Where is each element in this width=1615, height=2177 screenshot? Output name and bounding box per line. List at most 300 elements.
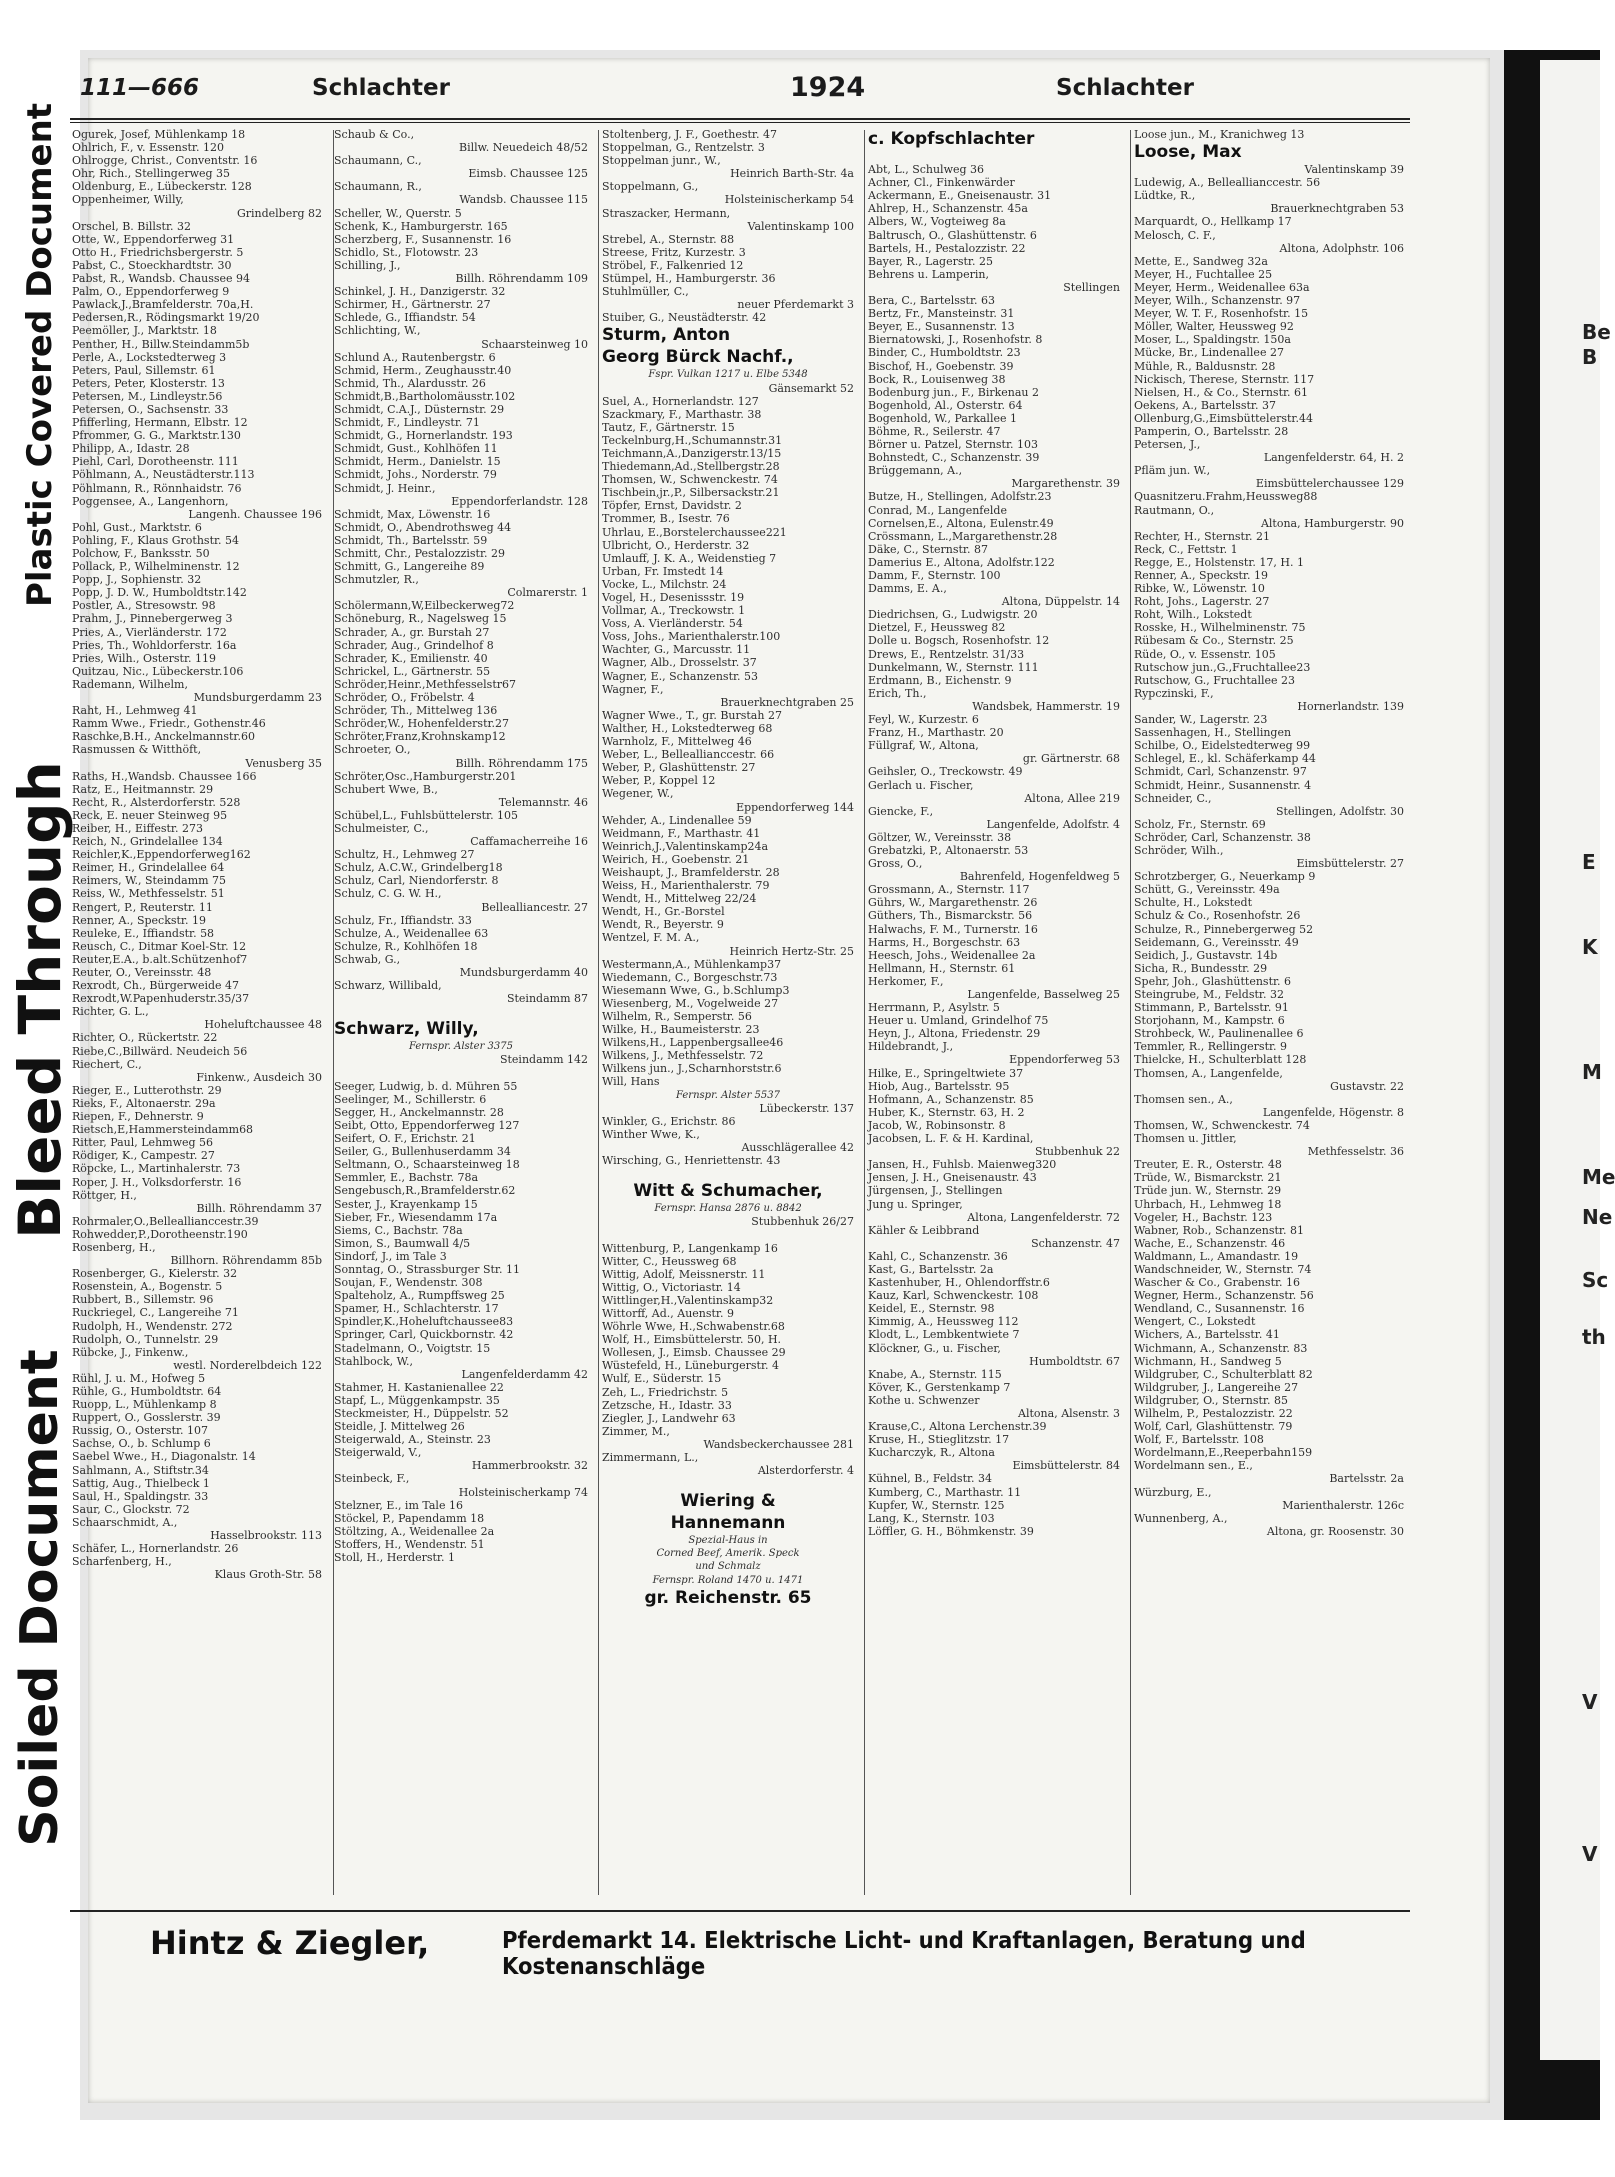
listing-entry: Wittorff, Ad., Auenstr. 9	[602, 1306, 734, 1320]
listing-entry: Bogenhold, W., Parkallee 1	[868, 411, 1017, 425]
listing-entry: Nickisch, Therese, Sternstr. 117	[1134, 372, 1315, 386]
listing-entry: Oppenheimer, Willy,	[72, 193, 184, 207]
listing-entry: Riepen, F., Dehnerstr. 9	[72, 1110, 204, 1124]
advertisement-line: Fernspr. Roland 1470 u. 1471	[652, 1574, 804, 1586]
listing-entry: Wirsching, G., Henriettenstr. 43	[602, 1154, 781, 1168]
listing-entry: Grossmann, A., Sternstr. 117	[868, 883, 1030, 897]
listing-entry: Rosenberger, G., Kielerstr. 32	[72, 1267, 238, 1281]
listing-entry: Franz, H., Marthastr. 20	[868, 726, 1004, 740]
listing-entry: Ulbricht, O., Herderstr. 32	[602, 538, 750, 552]
listing-entry: Börner u. Patzel, Sternstr. 103	[868, 438, 1039, 452]
listing-entry: Ziegler, J., Landwehr 63	[602, 1411, 736, 1425]
listing-entry: Schröder,W., Hohenfelderstr.27	[334, 717, 510, 731]
listing-entry: Trüde, W., Bismarckstr. 21	[1134, 1171, 1282, 1185]
listing-entry: Jansen, H., Fuhlsb. Maienweg320	[868, 1158, 1057, 1172]
entry-continuation: Mundsburgerdamm 40	[459, 966, 588, 979]
listing-entry: Jürgensen, J., Stellingen	[868, 1184, 1003, 1198]
listing-entry: Westermann,A., Mühlenkamp37	[602, 957, 782, 971]
entry-continuation: Brauerknechtgraben 25	[720, 695, 854, 709]
listing-entry: Rüde, O., v. Essenstr. 105	[1134, 647, 1276, 661]
listing-entry: Penther, H., Billw.Steindamm5b	[72, 337, 250, 351]
listing-entry: Wentzel, F. M. A.,	[602, 931, 700, 945]
listing-entry: Otto H., Friedrichsbergerstr. 5	[72, 245, 244, 259]
listing-entry: Stöltzing, A., Weidenallee 2a	[334, 1524, 495, 1538]
listing-entry: Wittlinger,H.,Valentinskamp32	[602, 1293, 774, 1307]
entry-continuation: Eimsbüttelerstr. 27	[1296, 857, 1404, 871]
listing-entry: Weber, L., Belleallianccestr. 66	[602, 748, 775, 762]
listing-entry: Rypczinski, F.,	[1134, 686, 1214, 700]
listing-entry: Moser, L., Spaldingstr. 150a	[1134, 333, 1291, 347]
listing-entry: Wiedemann, C., Borgeschstr.73	[602, 970, 778, 984]
entry-continuation: Brauerknechtgraben 53	[1270, 202, 1404, 216]
listing-entry: Schmidt, Carl, Schanzenstr. 97	[1134, 765, 1307, 779]
listing-entry: Pedersen,R., Rödingsmarkt 19/20	[72, 311, 260, 325]
listing-entry: Löffler, G. H., Böhmkenstr. 39	[868, 1524, 1034, 1538]
listing-entry: Jensen, J. H., Gneisenaustr. 43	[868, 1171, 1037, 1185]
listing-entry: Thomsen, W., Schwenckestr. 74	[1134, 1118, 1310, 1132]
listing-entry: Klodt, L., Lembkentwiete 7	[868, 1328, 1020, 1342]
spacer	[602, 1228, 854, 1241]
listing-entry: Steigerwald, A., Steinstr. 23	[334, 1433, 491, 1447]
listing-entry: Thomsen sen., A.,	[1134, 1092, 1233, 1106]
listing-entry: Göltzer, W., Vereinsstr. 38	[868, 830, 1012, 844]
listing-entry: Mette, E., Sandweg 32a	[1134, 254, 1268, 268]
entry-continuation: Eppendorferlandstr. 128	[451, 494, 588, 508]
listing-entry: Schäfer, L., Hornerlandstr. 26	[72, 1542, 239, 1556]
listing-entry: Schröter,Osc.,Hamburgerstr.201	[334, 769, 517, 783]
listing-entry: Wittig, O., Victoriastr. 14	[602, 1280, 741, 1294]
listing-entry: Röttger, H.,	[72, 1188, 137, 1202]
entry-continuation: Telemannstr. 46	[498, 795, 588, 809]
listing-entry: Stuiber, G., Neustädterstr. 42	[602, 311, 767, 325]
listing-entry: Spehr, Joh., Glashüttenstr. 6	[1134, 974, 1292, 988]
listing-entry: Pohling, F., Klaus Grothstr. 54	[72, 533, 240, 547]
entry-continuation: Holsteinischerkamp 74	[458, 1485, 588, 1499]
listing-entry: Schröter,Franz,Krohnskamp12	[334, 730, 506, 744]
listing-entry: Sahlmann, A., Stiftstr.34	[72, 1463, 209, 1477]
listing-entry: Kruse, H., Stieglitzstr. 17	[868, 1433, 1010, 1447]
listing-entry: Wichmann, A., Schanzenstr. 83	[1134, 1341, 1308, 1355]
listing-entry: Sindorf, J., im Tale 3	[334, 1249, 447, 1263]
listing-entry: Philipp, A., Idastr. 28	[72, 442, 190, 456]
listing-entry: Schulze, A., Weidenallee 63	[334, 926, 489, 940]
listing-entry: Quasnitzeru.Frahm,Heussweg88	[1134, 490, 1318, 504]
listing-entry: Wulf, E., Süderstr. 15	[602, 1372, 722, 1386]
entry-continuation: Stubbenhuk 22	[1034, 1145, 1120, 1159]
listing-entry: Sicha, R., Bundesstr. 29	[1134, 961, 1268, 975]
listing-entry: Raschke,B.H., Anckelmannstr.60	[72, 730, 255, 744]
listing-entry: Möller, Walter, Heussweg 92	[1134, 320, 1294, 334]
listing-entry: Stoltenberg, J. F., Goethestr. 47	[602, 128, 777, 141]
entry-continuation: Eimsbüttelerstr. 84	[1012, 1459, 1120, 1473]
listing-entry: Pfläm jun. W.,	[1134, 464, 1211, 478]
entry-continuation: Altona, Düppelstr. 14	[1001, 595, 1120, 609]
listing-entry: Palm, O., Eppendorferweg 9	[72, 285, 230, 299]
entry-continuation: Hammerbrookstr. 32	[471, 1459, 588, 1473]
adjacent-page-fragment: th	[1582, 1325, 1606, 1349]
entry-continuation: Altona, gr. Roosenstr. 30	[1266, 1524, 1404, 1538]
listing-entry: Gührs, W., Margarethenstr. 26	[868, 896, 1038, 910]
listing-entry: Jacobsen, L. F. & H. Kardinal,	[868, 1132, 1034, 1146]
listing-entry: Bohnstedt, C., Schanzenstr. 39	[868, 451, 1040, 465]
listing-column-3	[602, 128, 854, 1898]
listing-entry: Ramm Wwe., Friedr., Gothenstr.46	[72, 717, 266, 731]
listing-entry: Rautmann, O.,	[1134, 503, 1215, 517]
entry-continuation: Humboldtstr. 67	[1029, 1354, 1120, 1368]
listing-entry: Rudolph, H., Wendenstr. 272	[72, 1319, 233, 1333]
advertisement-line: und Schmalz	[695, 1561, 761, 1573]
listing-entry: Strebel, A., Sternstr. 88	[602, 232, 735, 246]
listing-entry: Wüstefeld, H., Lüneburgerstr. 4	[602, 1359, 780, 1373]
listing-entry: Wolf, H., Eimsbüttelerstr. 50, H.	[602, 1333, 782, 1347]
listing-entry: Schaarschmidt, A.,	[72, 1515, 178, 1529]
listing-entry: Wegner, Herm., Schanzenstr. 56	[1134, 1289, 1314, 1303]
listing-entry: Wordelmann,E.,Reeperbahn159	[1134, 1446, 1313, 1460]
listing-entry: Röpcke, L., Martinhalerstr. 73	[72, 1162, 241, 1176]
listing-entry: Kast, G., Bartelsstr. 2a	[868, 1262, 994, 1276]
listing-entry: Stoffers, H., Wendenstr. 51	[334, 1537, 485, 1551]
entry-continuation: Klaus Groth-Str. 58	[214, 1568, 322, 1582]
listing-entry: Wunnenberg, A.,	[1134, 1511, 1228, 1525]
listing-entry: Uhrbach, H., Lehmweg 18	[1134, 1197, 1282, 1211]
listing-entry: Bertz, Fr., Mansteinstr. 31	[868, 307, 1015, 321]
listing-entry: Witter, C., Heussweg 68	[602, 1254, 737, 1268]
listing-entry: Schröder, Wilh.,	[1134, 843, 1224, 857]
listing-entry: Schröder,Heinr.,Methfesselstr67	[334, 677, 517, 691]
entry-continuation: Altona, Langenfelderstr. 72	[967, 1210, 1120, 1224]
listing-entry: Klöckner, G., u. Fischer,	[868, 1341, 1001, 1355]
entry-continuation: Altona, Alsenstr. 3	[1018, 1407, 1120, 1420]
listing-entry: Schrader, K., Emilienstr. 40	[334, 651, 488, 665]
listing-entry: Oekens, A., Bartelsstr. 37	[1134, 398, 1276, 412]
adjacent-page-fragment: K	[1582, 935, 1598, 959]
listing-entry: Steckmeister, H., Düppelstr. 52	[334, 1407, 509, 1420]
listing-entry: Schirmer, H., Gärtnerstr. 27	[334, 298, 491, 312]
listing-entry: Wordelmann sen., E.,	[1134, 1459, 1253, 1473]
entry-continuation: Altona, Adolphstr. 106	[1279, 241, 1404, 255]
listing-entry: Schrader, Aug., Grindelhof 8	[334, 638, 494, 652]
entry-continuation: Schaarsteinweg 10	[481, 337, 588, 351]
listing-entry: Rexrodt, Ch., Bürgerweide 47	[72, 979, 240, 993]
listing-entry: Ahlrep, H., Schanzenstr. 45a	[868, 202, 1028, 216]
listing-entry: Tischbein,jr.,P., Silbersackstr.21	[602, 486, 780, 500]
listing-entry: Ratz, E., Heitmannstr. 29	[72, 782, 214, 796]
listing-entry: Sonntag, O., Strassburger Str. 11	[334, 1262, 520, 1276]
entry-continuation: Langenh. Chaussee 196	[188, 507, 322, 521]
listing-entry: Weishaupt, J., Bramfelderstr. 28	[602, 865, 780, 879]
listing-entry: Meyer, H., Fuchtallee 25	[1134, 267, 1273, 281]
adjacent-page-fragment: Be	[1582, 320, 1611, 344]
listing-entry: Köver, K., Gerstenkamp 7	[868, 1380, 1011, 1394]
listing-entry: Wagner, F.,	[602, 682, 664, 696]
entry-continuation: Caffamacherreihe 16	[470, 835, 588, 849]
listing-entry: Würzburg, E.,	[1134, 1485, 1212, 1499]
listing-entry: Regge, E., Holstenstr. 17, H. 1	[1134, 555, 1304, 569]
listing-entry: Beyer, E., Susannenstr. 13	[868, 320, 1015, 334]
listing-entry: Meyer, Herm., Weidenallee 63a	[1134, 280, 1310, 294]
listing-entry: Rühle, G., Humboldtstr. 64	[72, 1385, 222, 1398]
listing-entry: Heyn, J., Altona, Friedenstr. 29	[868, 1027, 1041, 1041]
entry-continuation: Eppendorferweg 144	[736, 800, 854, 814]
listing-entry: Bodenburg jun., F., Birkenau 2	[868, 385, 1039, 399]
listing-entry: Stapf, L., Müggenkampstr. 35	[334, 1393, 500, 1407]
entry-continuation: Eimsbüttelerchaussee 129	[1255, 477, 1404, 491]
listing-entry: Gerlach u. Fischer,	[868, 778, 974, 792]
listing-entry: Rutschow jun.,G.,Fruchtallee23	[1134, 660, 1311, 674]
listing-entry: Quitzau, Nic., Lübeckerstr.106	[72, 664, 244, 678]
listing-entry: Reuter, O., Vereinsstr. 48	[72, 966, 212, 979]
listing-entry: Teckelnburg,H.,Schumannstr.31	[602, 433, 783, 447]
listing-entry: Wandschneider, W., Sternstr. 74	[1134, 1262, 1312, 1276]
listing-entry: Seifert, O. F., Erichstr. 21	[334, 1132, 476, 1146]
listing-entry: Springer, Carl, Quickbornstr. 42	[334, 1328, 514, 1342]
listing-entry: Kahl, C., Schanzenstr. 36	[868, 1249, 1008, 1263]
listing-entry: Rutschow, G., Fruchtallee 23	[1134, 673, 1296, 687]
listing-entry: Riebe,C.,Billwärd. Neudeich 56	[72, 1044, 248, 1058]
listing-entry: Schmidt, O., Abendrothsweg 44	[334, 520, 512, 534]
listing-entry: Scheller, W., Querstr. 5	[334, 206, 462, 220]
listing-entry: Stöckel, P., Papendamm 18	[334, 1511, 485, 1525]
listing-columns	[72, 128, 1406, 1898]
listing-entry: Ohlrich, F., v. Essenstr. 120	[72, 141, 224, 155]
listing-entry: Pabst, R., Wandsb. Chaussee 94	[72, 272, 250, 286]
listing-entry: Huber, K., Sternstr. 63, H. 2	[868, 1105, 1025, 1119]
listing-entry: Wichmann, H., Sandweg 5	[1134, 1354, 1282, 1368]
entry-continuation: Finkenw., Ausdeich 30	[196, 1070, 322, 1084]
adjacent-page-fragment: Sc	[1582, 1268, 1609, 1292]
entry-continuation: Langenfelderstr. 64, H. 2	[1263, 451, 1404, 465]
listing-entry: Erdmann, B., Eichenstr. 9	[868, 673, 1012, 687]
listing-entry: Schulz & Co., Rosenhofstr. 26	[1134, 909, 1301, 923]
listing-entry: Stahmer, H. Kastanienallee 22	[334, 1380, 504, 1394]
listing-entry: Halwachs, F. M., Turnerstr. 16	[868, 922, 1038, 936]
listing-entry: Schenk, K., Hamburgerstr. 165	[334, 219, 508, 233]
listing-entry: Wengert, C., Lokstedt	[1134, 1315, 1256, 1329]
entry-continuation: Margarethenstr. 39	[1011, 477, 1120, 491]
listing-heading: Loose, Max	[1134, 142, 1242, 163]
listing-entry: Warnholz, F., Mittelweg 46	[602, 735, 752, 749]
entry-continuation: Alsterdorferstr. 4	[757, 1464, 854, 1478]
listing-entry: Peters, Peter, Klosterstr. 13	[72, 376, 225, 390]
listing-entry: Schmid, Herm., Zeughausstr.40	[334, 363, 512, 377]
listing-entry: Diedrichsen, G., Ludwigstr. 20	[868, 608, 1038, 622]
listing-entry: Suel, A., Hornerlandstr. 127	[602, 394, 759, 408]
entry-continuation: Valentinskamp 100	[747, 219, 854, 233]
listing-entry: Schulze, R., Kohlhöfen 18	[334, 939, 478, 953]
listing-entry: Weber, P., Glashüttenstr. 27	[602, 761, 756, 775]
listing-entry: Wachter, G., Marcusstr. 11	[602, 643, 751, 657]
listing-entry: Bogenhold, Al., Osterstr. 64	[868, 398, 1023, 412]
spacer	[602, 1477, 854, 1490]
spacer	[334, 1067, 588, 1080]
listing-entry: Polchow, F., Banksstr. 50	[72, 547, 210, 560]
label-bleed-through: Bleed Through	[6, 761, 74, 1239]
listing-entry: Popp, J., Sophienstr. 32	[72, 573, 202, 587]
entry-continuation: Langenfelderdamm 42	[461, 1367, 588, 1381]
entry-continuation: Billh. Röhrendamm 175	[455, 756, 588, 770]
listing-entry: Reuleke, E., Iffiandstr. 58	[72, 926, 215, 940]
listing-entry: Conrad, M., Langenfelde	[868, 503, 1007, 517]
listing-entry: Ströbel, F., Falkenried 12	[602, 258, 744, 272]
listing-entry: Pries, Th., Wohldorferstr. 16a	[72, 638, 237, 652]
listing-entry: Kühnel, B., Feldstr. 34	[868, 1472, 993, 1486]
listing-entry: Rödiger, K., Campestr. 27	[72, 1149, 215, 1163]
entry-continuation: Bartelsstr. 2a	[1329, 1472, 1404, 1486]
listing-entry: Pabst, C., Stoeckhardtstr. 30	[72, 258, 232, 272]
listing-entry: Giencke, F.,	[868, 804, 934, 818]
entry-continuation: Altona, Hamburgerstr. 90	[1260, 516, 1404, 530]
label-plastic-covered: Plastic Covered Document	[20, 102, 60, 608]
listing-entry: Poggensee, A., Langenhorn,	[72, 494, 229, 508]
listing-entry: Schmidt, Th., Bartelsstr. 59	[334, 533, 488, 547]
entry-continuation: Bahrenfeld, Hogenfeldweg 5	[959, 870, 1120, 884]
listing-entry: Szackmary, F., Marthastr. 38	[602, 407, 762, 421]
listing-entry: Melosch, C. F.,	[1134, 228, 1216, 242]
listing-heading: Wiering &	[680, 1491, 776, 1512]
entry-continuation: Billw. Neuedeich 48/52	[459, 141, 588, 155]
listing-entry: Schilbe, O., Eidelstedterweg 99	[1134, 739, 1311, 753]
listing-entry: Ruppert, O., Gosslerstr. 39	[72, 1411, 221, 1425]
listing-entry: Stadelmann, O., Voigtstr. 15	[334, 1341, 491, 1355]
listing-entry: Schilling, J.,	[334, 258, 401, 272]
listing-entry: Krause,C., Altona Lerchenstr.39	[868, 1420, 1047, 1434]
listing-entry: Stoppelman junr., W.,	[602, 154, 721, 168]
adjacent-page-fragment: M	[1582, 1060, 1602, 1084]
listing-entry: Ritter, Paul, Lehmweg 56	[72, 1136, 214, 1150]
listing-entry: Saul, H., Spaldingstr. 33	[72, 1489, 209, 1503]
listing-entry: Schwab, G.,	[334, 952, 401, 966]
listing-entry: Schmitt, Chr., Pestalozzistr. 29	[334, 547, 505, 560]
listing-entry: Rubbert, B., Sillemstr. 96	[72, 1293, 214, 1307]
listing-entry: Herkomer, F.,	[868, 974, 944, 988]
listing-entry: Biernatowski, J., Rosenhofstr. 8	[868, 333, 1043, 347]
listing-entry: Rechter, H., Sternstr. 21	[1134, 529, 1271, 543]
listing-entry: Straszacker, Hermann,	[602, 206, 731, 220]
listing-entry: Stoll, H., Herderstr. 1	[334, 1551, 455, 1565]
listing-entry: Semmler, E., Bachstr. 78a	[334, 1171, 479, 1185]
listing-entry: Achner, Cl., Finkenwärder	[868, 176, 1015, 190]
listing-entry: Wagner Wwe., T., gr. Burstah 27	[602, 708, 782, 722]
listing-entry: Kucharczyk, R., Altona	[868, 1446, 995, 1460]
listing-entry: Pöhlmann, A., Neustädterstr.113	[72, 468, 255, 482]
listing-entry: Schlund A., Rautenbergstr. 6	[334, 350, 496, 364]
listing-entry: Binder, C., Humboldtstr. 23	[868, 346, 1021, 360]
listing-entry: Rieger, E., Lutterothstr. 29	[72, 1083, 222, 1097]
listing-entry: Reiber, H., Eiffestr. 273	[72, 821, 203, 835]
listing-entry: Wabner, Rob., Schanzenstr. 81	[1134, 1223, 1304, 1237]
entry-continuation: Stubbenhuk 26/27	[751, 1215, 854, 1229]
listing-entry: Schrickel, L., Gärtnerstr. 55	[334, 664, 491, 678]
listing-entry: Wagner, Alb., Drosselstr. 37	[602, 656, 757, 670]
listing-entry: Rietsch,E,Hammersteindamm68	[72, 1123, 254, 1137]
listing-entry: Ruckriegel, C., Langereihe 71	[72, 1306, 239, 1320]
listing-entry: Geihsler, O., Treckowstr. 49	[868, 765, 1023, 779]
listing-entry: Bartels, H., Pestalozzistr. 22	[868, 241, 1026, 255]
listing-entry: Strohbeck, W., Paulinenallee 6	[1134, 1027, 1304, 1041]
listing-entry: Schlegel, E., kl. Schäferkamp 44	[1134, 752, 1316, 766]
listing-entry: Petersen, J.,	[1134, 438, 1201, 452]
listing-entry: Kastenhuber, H., Ohlendorffstr.6	[868, 1276, 1050, 1290]
listing-entry: Weirich, H., Goebenstr. 21	[602, 852, 750, 866]
listing-entry: Rosske, H., Wilhelminenstr. 75	[1134, 621, 1306, 635]
listing-entry: Wilkens, J., Methfesselstr. 72	[602, 1049, 764, 1063]
listing-entry: Sieber, Fr., Wiesendamm 17a	[334, 1210, 498, 1224]
listing-entry: Spamer, H., Schlachterstr. 17	[334, 1302, 499, 1316]
listing-entry: Ludewig, A., Belleallianccestr. 56	[1134, 176, 1321, 190]
entry-continuation: Grindelberg 82	[236, 206, 322, 220]
listing-entry: Hildebrandt, J.,	[868, 1040, 954, 1054]
header-left-title: Schlachter	[312, 75, 450, 101]
listing-entry: Albers, W., Vogteiweg 8a	[868, 215, 1006, 229]
listing-entry: Bayer, R., Lagerstr. 25	[868, 254, 993, 268]
listing-entry: Schmidt, Gust., Kohlhöfen 11	[334, 442, 498, 456]
listing-entry: Schröder, O., Fröbelstr. 4	[334, 691, 475, 705]
listing-entry: Mücke, Br., Lindenallee 27	[1134, 346, 1284, 360]
listing-entry: Pollack, P., Wilhelminenstr. 12	[72, 560, 240, 574]
listing-entry: Otte, W., Eppendorferweg 31	[72, 232, 235, 246]
listing-entry: Nielsen, H., & Co., Sternstr. 61	[1134, 385, 1309, 399]
listing-entry: Trüde jun. W., Sternstr. 29	[1134, 1184, 1282, 1198]
listing-entry: Reck, C., Fettstr. 1	[1134, 542, 1238, 556]
listing-entry: Prahm, J., Pinnebergerweg 3	[72, 612, 233, 626]
listing-entry: Schneider, C.,	[1134, 791, 1212, 805]
listing-entry: Schulze, R., Pinnebergerweg 52	[1134, 922, 1314, 936]
listing-entry: Urban, Fr. Imstedt 14	[602, 564, 724, 578]
listing-entry: Seibt, Otto, Eppendorferweg 127	[334, 1118, 520, 1132]
listing-entry: Rohrmaler,O.,Belleallianccestr.39	[72, 1214, 259, 1228]
listing-entry: Streese, Fritz, Kurzestr. 3	[602, 245, 746, 259]
listing-entry: Behrens u. Lamperin,	[868, 267, 989, 281]
spacer	[602, 1167, 854, 1180]
entry-continuation: Heinrich Barth-Str. 4a	[730, 167, 854, 181]
adjacent-page-fragment: V	[1582, 1842, 1598, 1866]
listing-entry: Simon, S., Baumwall 4/5	[334, 1236, 471, 1250]
listing-entry: Steidle, J. Mittelweg 26	[334, 1420, 465, 1434]
listing-entry: Pries, A., Vierländerstr. 172	[72, 625, 227, 639]
listing-entry: Schmidt, G., Hornerlandstr. 193	[334, 429, 513, 443]
listing-entry: Wolf, F., Bartelsstr. 108	[1134, 1433, 1264, 1447]
advertisement-line: Fernspr. Alster 3375	[409, 1041, 513, 1053]
listing-entry: Sengebusch,R.,Bramfelderstr.62	[334, 1184, 516, 1198]
listing-entry: Ruopp, L., Mühlenkamp 8	[72, 1398, 217, 1412]
listing-entry: Schulz, Fr., Iffiandstr. 33	[334, 913, 472, 927]
listing-entry: Uhrlau, E.,Borstelerchaussee221	[602, 525, 787, 539]
listing-entry: Saur, C., Glockstr. 72	[72, 1502, 190, 1516]
listing-entry: Schmidt, Johs., Norderstr. 79	[334, 468, 497, 482]
listing-entry: Ohlrogge, Christ., Conventstr. 16	[72, 154, 258, 168]
listing-heading: Georg Bürck Nachf.,	[602, 347, 794, 368]
listing-entry: Knabe, A., Sternstr. 115	[868, 1367, 1002, 1381]
listing-entry: Schroeter, O.,	[334, 743, 411, 757]
entry-continuation: Eppendorferweg 53	[1009, 1053, 1120, 1067]
listing-entry: Rieks, F., Altonaerstr. 29a	[72, 1096, 216, 1110]
listing-entry: Peemöller, J., Marktstr. 18	[72, 324, 217, 338]
listing-entry: Ohr, Rich., Stellingerweg 35	[72, 167, 231, 181]
listing-entry: Wöhrle Wwe, H.,Schwabenstr.68	[602, 1320, 785, 1334]
listing-entry: Steingrube, M., Feldstr. 32	[1134, 988, 1284, 1001]
listing-entry: Wendt, R., Beyerstr. 9	[602, 918, 724, 932]
listing-entry: Reuter,E.A., b.alt.Schützenhof7	[72, 952, 248, 966]
listing-entry: Wilke, H., Baumeisterstr. 23	[602, 1023, 760, 1037]
listing-entry: Piehl, Carl, Dorotheenstr. 111	[72, 455, 239, 469]
listing-entry: Siems, C., Bachstr. 78a	[334, 1223, 463, 1237]
listing-entry: Schöneburg, R., Nagelsweg 15	[334, 612, 507, 626]
listing-entry: Schulmeister, C.,	[334, 821, 429, 835]
listing-column-5	[1134, 128, 1404, 1898]
advertisement-line: Spezial-Haus in	[688, 1535, 768, 1547]
listing-entry: Schröder, Carl, Schanzenstr. 38	[1134, 830, 1311, 844]
listing-entry: Baltrusch, O., Glashüttenstr. 6	[868, 228, 1037, 242]
